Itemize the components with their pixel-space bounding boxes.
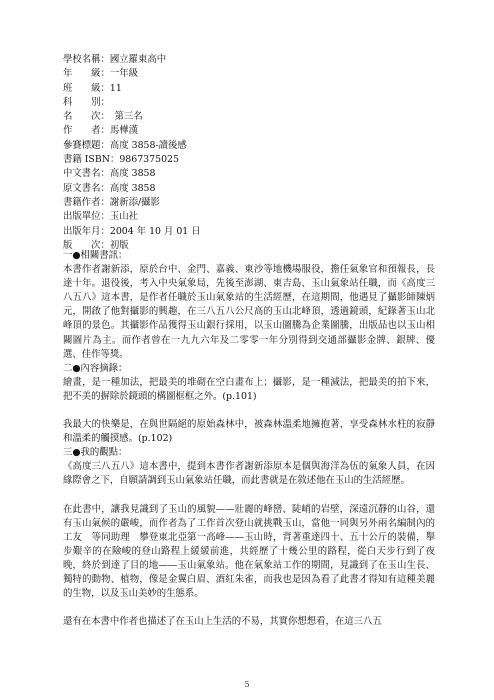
meta-isbn: 書籍 ISBN：9867375025 <box>63 154 179 166</box>
viewpoint-paragraph-2: 在此書中，讓我見識到了玉山的風貌——壯麗的峰巒、陡峭的岩壁，深遠沉靜的山谷，還有玉山氣候的嚴峻，而作者為了工作首次登山就挑戰玉山，當他一同與另外兩名編制內的工友 等同助理 攀登東北亞第一高峰——玉山時，背著重達四十、五十公斤的裝備，舉步艱辛的在險峻的登山路程上緩緩前進，共經歷了十幾公里的路程，從白天步行到了夜晚，終於到達了目的地——玉山氣象站。他在氣象站工作的期間，見識到了在玉山生長、獨特的動物、植物，像是金翼白眉、酒紅朱雀，而我也是因為看了此書才得知有這種美麗的生物，以及玉山美妙的生態系。 <box>63 503 435 600</box>
meta-publish-date: 出版年月：2004 年 10 月 01 日 <box>63 225 201 237</box>
meta-rank: 名 次： 第三名 <box>63 111 143 123</box>
section-heading-excerpts: 二●內容摘錄： <box>63 362 128 374</box>
meta-author: 作 者：馬樺漢 <box>63 125 139 137</box>
book-info-paragraph: 本書作者謝新添，原於台中、金門、嘉義、東沙等地機場服役，擔任氣象官和預報長，長達十年。退役後，考入中央氣象局，先後至澎湖、東吉島、玉山氣象站任職，而《高度三八五八》這本書，是作者任職於玉山氣象站的生活經歷，在這期間，他遇見了攝影師陳炳元，開啟了他對攝影的興趣，在三八五八公尺高的玉山北峰頂，透過鏡頭，紀錄著玉山北峰頂的景色。其攝影作品獲得玉山銀行採用，以玉山圖騰為企業圖騰，出版品也以玉山相關圖片為主。而作者曾在一九九六年及二零零一年分別得到交通部攝影金牌、銀牌、優選、佳作等獎。 <box>63 264 435 360</box>
meta-grade: 年 級：一年級 <box>63 68 139 80</box>
meta-edition: 版 次：初版 <box>63 239 129 251</box>
essay-body <box>63 249 435 629</box>
excerpt-quote-2: 我最大的快樂是，在與世隔絕的原始森林中，被森林溫柔地擁抱著，享受森林水柱的寂靜和溫柔的觸摸感。(p.102) <box>63 419 435 445</box>
section-heading-viewpoint: 三●我的觀點： <box>63 447 128 459</box>
meta-original-title: 原文書名：高度 3858 <box>63 182 156 194</box>
section-heading-book-info: 一●相關書訊： <box>63 250 128 261</box>
meta-chinese-title: 中文書名：高度 3858 <box>63 168 156 180</box>
meta-book-author: 書籍作者：謝新添/攝影 <box>63 196 160 208</box>
viewpoint-paragraph-1: 《高度三八五八》這本書中，提到本書作者謝新添原本是個與海洋為伍的氣象人員，在因緣際會之下，自願請調到玉山氣象站任職，而此書就是在敘述他在玉山的生活經歷。 <box>63 461 435 487</box>
meta-school: 學校名稱：國立羅東高中 <box>63 54 167 65</box>
meta-class: 班 級：11 <box>63 82 122 94</box>
book-info-block <box>63 53 201 253</box>
excerpt-quote-1: 繪畫，是一種加法，把最美的堆砌在空白畫布上；攝影，是一種減法，把最美的拍下來，把不美的摒除於鏡頭的構圖框框之外。(p.101) <box>63 376 435 402</box>
meta-publisher: 出版單位：玉山社 <box>63 211 139 223</box>
viewpoint-paragraph-3: 還有在本書中作者也描述了在玉山上生活的不易，其實你想想看，在這三八五 <box>63 616 382 628</box>
page-number: 5 <box>244 680 250 689</box>
meta-entry-title: 參賽標題：高度 3858-讀後感 <box>63 139 187 151</box>
meta-department: 科 別： <box>63 96 110 108</box>
